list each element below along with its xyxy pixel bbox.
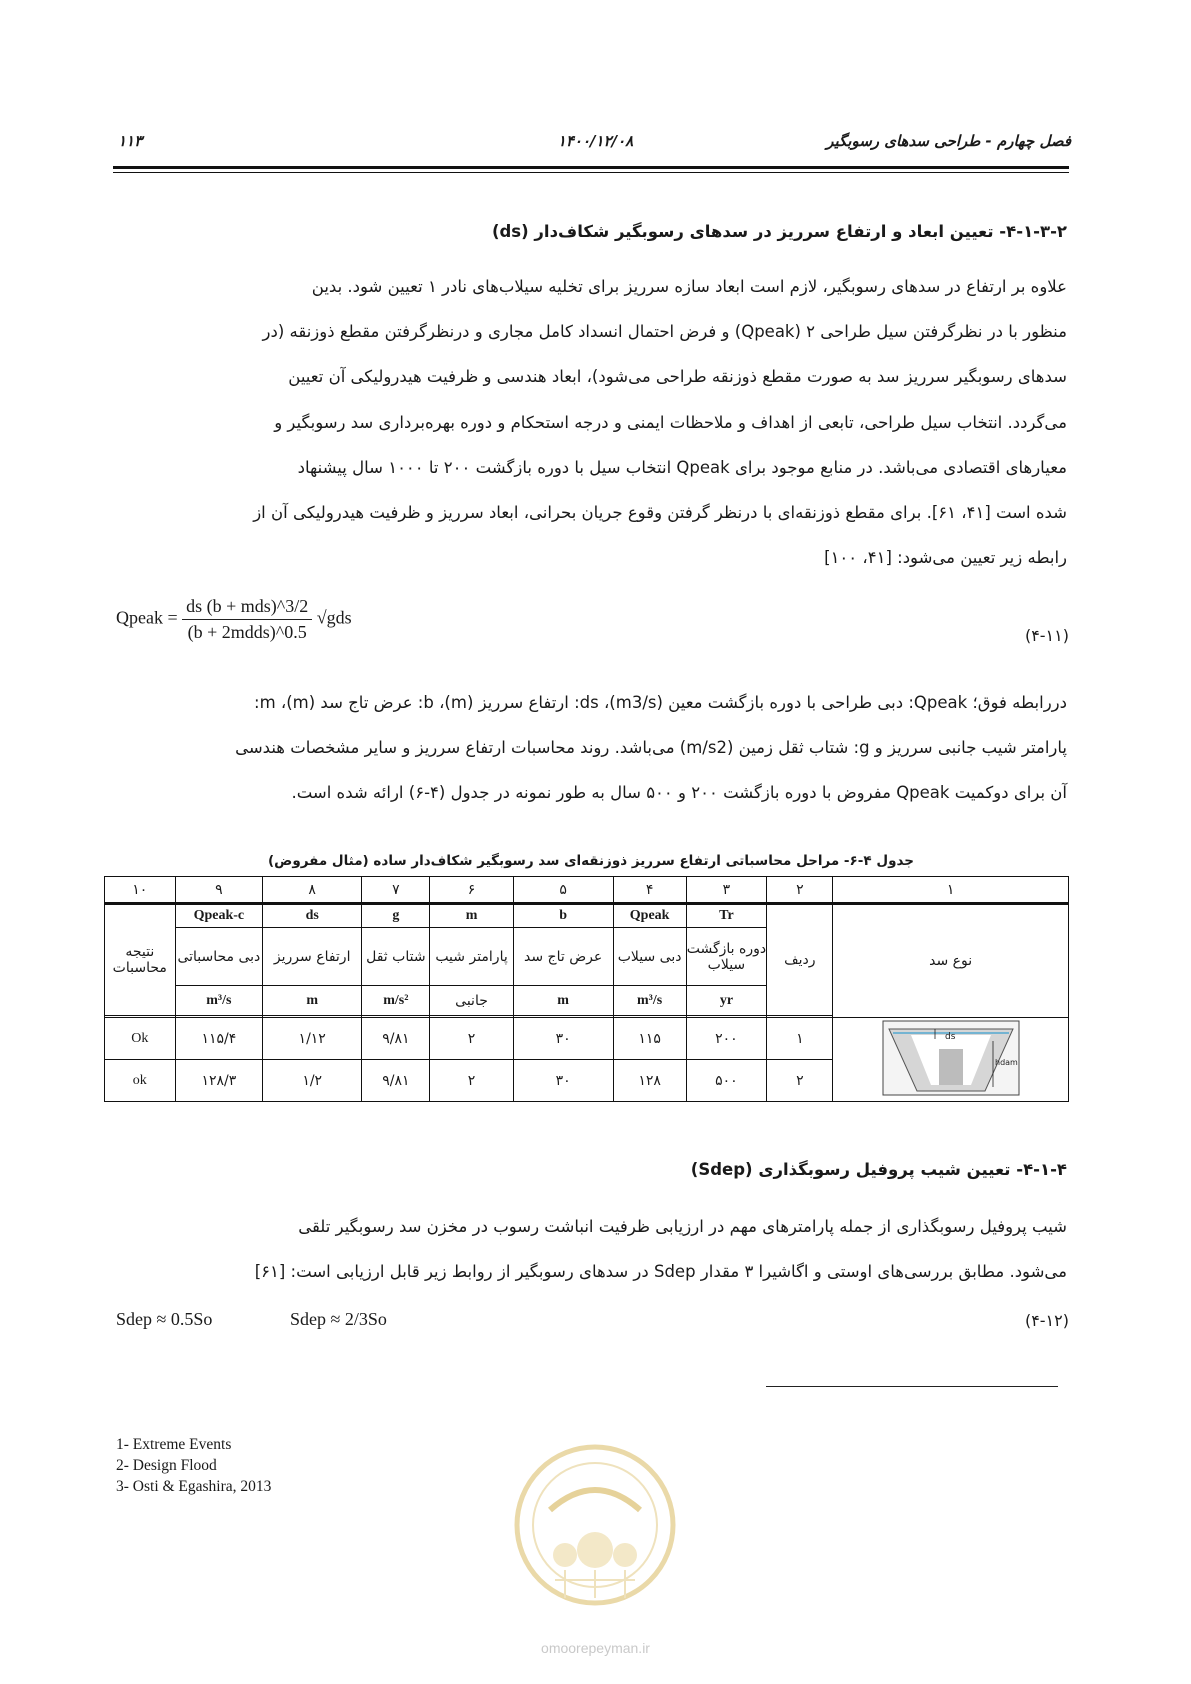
paragraph-line: منظور با در نظرگرفتن سیل طراحی ۲ (Qpeak) و فرض احتمال انسداد کامل مجاری و درنظرگرفتن مقطع ذوزنقه (در (262, 322, 1067, 342)
table-cell: ۴ (613, 877, 686, 904)
table-title: پارامتر شیب (430, 928, 513, 986)
table-cell: ۱/۱۲ (263, 1018, 362, 1060)
table-unit: جانبی (430, 986, 513, 1016)
table-cell: ۹/۸۱ (362, 1060, 430, 1102)
table-cell: ۹/۸۱ (362, 1018, 430, 1060)
table-cell: ۵ (513, 877, 613, 904)
spillway-table (104, 876, 1069, 1102)
section2-paragraph (123, 1204, 1067, 1294)
equation-denominator: (b + 2mdds)^0.5 (187, 622, 307, 642)
table-cell: ok (105, 1060, 176, 1102)
table-cell: ۲ (430, 1018, 513, 1060)
table-cell: ۲۰۰ (686, 1018, 767, 1060)
table-caption: جدول ۴-۶- مراحل محاسباتی ارتفاع سرریز ذوزنقه‌ای سد رسوبگیر شکاف‌دار ساده (مثال مفروض) (268, 853, 914, 869)
equation-root: √gds (316, 607, 352, 628)
table-cell: ۱ (767, 1018, 833, 1060)
diagram-label-hdam: hdam (994, 1057, 1018, 1067)
table-cell: ۱۲۸ (613, 1060, 686, 1102)
footnote: 2- Design Flood (116, 1457, 217, 1474)
table-cell: ۱۲۸/۳ (175, 1060, 263, 1102)
paragraph-line: پارامتر شیب جانبی سرریز و g: شتاب ثقل زمین (m/s2) می‌باشد. روند محاسبات ارتفاع سرریز و سایر مشخصات هندسی (235, 738, 1067, 758)
table-cell: ۱۰ (105, 877, 176, 904)
equation-number: (۴-۱۱) (1024, 626, 1069, 645)
running-header-chapter: فصل چهارم - طراحی سدهای رسوبگیر (826, 132, 1071, 150)
paragraph-line: دررابطه فوق؛ Qpeak: دبی طراحی با دوره بازگشت معین (m3/s)، ds: ارتفاع سرریز (m)، b: عرض تاج سد (m)، m: (254, 693, 1067, 712)
diagram-label-ds: ds (944, 1031, 956, 1042)
paragraph-line: سدهای رسوبگیر سرریز سد به صورت مقطع ذوزنقه طراحی می‌شود)، ابعاد هندسی و ظرفیت هیدرولیکی آن تعیین (288, 367, 1067, 387)
table-cell: ۳۰ (513, 1060, 613, 1102)
table-cell: ۲ (430, 1060, 513, 1102)
table-cell: ۳ (686, 877, 767, 904)
table-cell: ۹ (175, 877, 263, 904)
equation-lhs: Qpeak (116, 607, 163, 628)
paragraph-line: شده است [۴۱، ۶۱]. برای مقطع ذوزنقه‌ای با درنظر گرفتن وقوع جریان بحرانی، ابعاد سرریز و ظرفیت هیدرولیکی آن از (253, 503, 1067, 523)
watermark-logo (510, 1440, 680, 1630)
table-cell: ۱ (833, 877, 1069, 904)
dam-cross-section-cell (833, 1018, 1069, 1102)
table-unit: m (513, 986, 613, 1016)
section-heading-deposition-slope: ۴-۱-۴- تعیین شیب پروفیل رسوبگذاری (Sdep) (690, 1160, 1067, 1179)
footnote: 1- Extreme Events (116, 1436, 232, 1453)
equation-qpeak: Qpeak = $\frac{\text{ds (b + mds)\textasciicircum{}3/2}}{\text{(b + 2mdds)\textasciicircum{}0.5}}$ √gds (116, 596, 352, 642)
table-title: دبی سیلاب (613, 928, 686, 986)
table-cell: ۱۱۵ (613, 1018, 686, 1060)
paragraph-line: آن برای دوکمیت Qpeak مفروض با دوره بازگشت ۲۰۰ و ۵۰۰ سال به طور نمونه در جدول (۴-۶) ارائه شده است. (291, 783, 1067, 803)
table-cell: ۶ (430, 877, 513, 904)
table-title: شتاب ثقل (362, 928, 430, 986)
paragraph-line: معیارهای اقتصادی می‌باشد. در منابع موجود برای Qpeak انتخاب سیل با دوره بازگشت ۲۰۰ تا ۱۰۰۰ سال پیشنهاد (297, 457, 1067, 477)
table-unit: yr (686, 986, 767, 1016)
table-title: دبی محاسباتی (175, 928, 263, 986)
paragraph-line: رابطه زیر تعیین می‌شود: [۴۱، ۱۰۰] (824, 548, 1067, 568)
header-rule (113, 166, 1069, 169)
equation-legend (123, 680, 1067, 816)
paragraph-line: می‌شود. مطابق بررسی‌های اوستی و اگاشیرا ۳ مقدار Sdep در سدهای رسوبگیر از روابط زیر قابل ارزیابی است: [۶۱] (254, 1262, 1067, 1282)
table-unit: m/s² (362, 986, 430, 1016)
table-unit: m³/s (613, 986, 686, 1016)
table-cell: ۵۰۰ (686, 1060, 767, 1102)
watermark-url: omoorepeyman.ir (541, 1640, 650, 1656)
table-cell: ۷ (362, 877, 430, 904)
equation-sdep-twothirds: Sdep ≈ 2/3So (290, 1309, 387, 1329)
table-title: دوره بازگشت سیلاب (686, 928, 767, 986)
table-cell: ۱/۲ (263, 1060, 362, 1102)
table-symbol: Tr (686, 904, 767, 928)
table-cell: ۲ (767, 877, 833, 904)
table-row (105, 877, 1069, 904)
table-header-row-index: ردیف (767, 904, 833, 1016)
table-row (105, 1018, 1069, 1060)
equation-number: (۴-۱۲) (1024, 1311, 1069, 1330)
table-symbol: b (513, 904, 613, 928)
table-symbol: Qpeak-c (175, 904, 263, 928)
paragraph-line: شیب پروفیل رسوبگذاری از جمله پارامترهای مهم در ارزیابی ظرفیت انباشت رسوب در مخزن سد رسوبگیر تلقی (298, 1217, 1067, 1236)
running-header-date: ۱۴۰۰/۱۲/۰۸ (557, 132, 634, 150)
section1-paragraph (123, 264, 1067, 580)
table-symbol: Qpeak (613, 904, 686, 928)
table-unit: m (263, 986, 362, 1016)
table-title: عرض تاج سد (513, 928, 613, 986)
table-symbol: ds (263, 904, 362, 928)
table-header-result: نتیجه محاسبات (105, 904, 176, 1016)
footnote-rule (766, 1386, 1058, 1387)
footnote: 3- Osti & Egashira, 2013 (116, 1478, 272, 1495)
table-title: ارتفاع سرریز (263, 928, 362, 986)
table-cell: ۱۱۵/۴ (175, 1018, 263, 1060)
table-row (105, 904, 1069, 928)
table-symbol: g (362, 904, 430, 928)
equation-sdep-half: Sdep ≈ 0.5So (116, 1309, 213, 1329)
table-unit: m³/s (175, 986, 263, 1016)
table-cell: ۸ (263, 877, 362, 904)
table-cell: ۲ (767, 1060, 833, 1102)
paragraph-line: می‌گردد. انتخاب سیل طراحی، تابعی از اهداف و ملاحظات ایمنی و درجه استحکام و دوره بهره‌برداری سد رسوبگیر و (274, 412, 1067, 432)
page-number: ۱۱۳ (118, 132, 143, 150)
header-rule-thin (113, 172, 1069, 173)
equation-numerator: ds (b + mds)^3/2 (182, 596, 312, 620)
table-cell: ۳۰ (513, 1018, 613, 1060)
section-heading-spillway: ۴-۱-۳-۲- تعیین ابعاد و ارتفاع سرریز در سدهای رسوبگیر شکاف‌دار (ds) (491, 222, 1067, 241)
table-symbol: m (430, 904, 513, 928)
table-header-dam-type: نوع سد (833, 904, 1069, 1018)
dam-cross-section-diagram (881, 1019, 1021, 1097)
table-cell: Ok (105, 1018, 176, 1060)
paragraph-line: علاوه بر ارتفاع در سدهای رسوبگیر، لازم است ابعاد سازه سرریز برای تخلیه سیلاب‌های نادر ۱ تعیین شود. بدین (311, 277, 1067, 296)
